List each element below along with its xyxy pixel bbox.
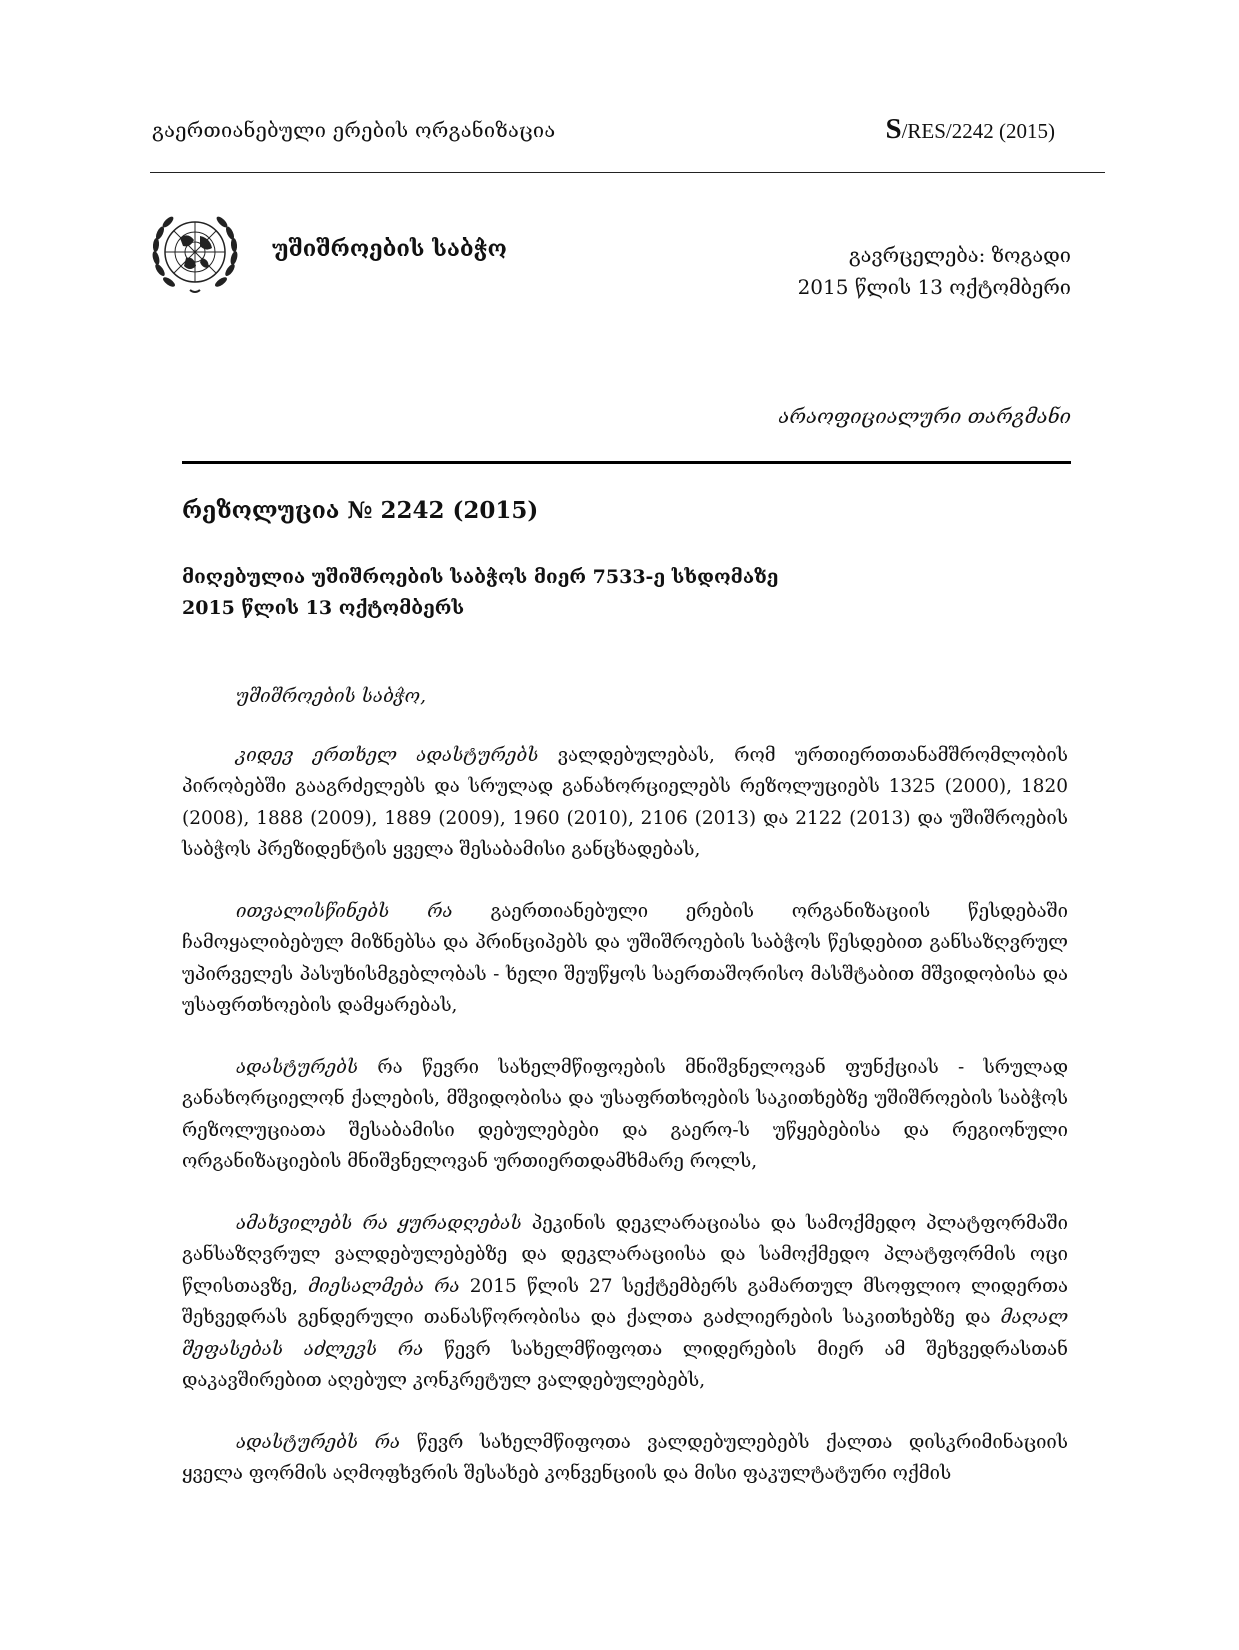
paragraph-text: 2015 წლის 27 სექტემბერს გამართულ მსოფლიო ლიდერთა შეხვედრას გენდერული თანასწორობისა და ქალთა გაძლიერების საკითხებზე და (182, 1275, 1068, 1328)
opening-clause-text: უშიშროების საბჭო, (236, 686, 426, 707)
adoption-line-2: 2015 წლის 13 ოქტომბერს (182, 597, 465, 619)
paragraph-italic-phrase: მიესალმება რა (308, 1275, 460, 1297)
paragraph-text: პეკინის დეკლარაციასა და სამოქმედო პლატფორმაში განსაზღვრულ ვალდებულებებზე და დეკლარაციისა და სამოქმედო პლატფორმის ოცი წლისთავზე, (182, 1212, 1068, 1297)
paragraph-text: ვალდებულებას, რომ ურთიერთთანამშრომლობის პირობებში გააგრძელებს და სრულად განახორციელებს რეზოლუციებს 1325 (2000), 1820 (2008), 1888 (2009), 1889 (2009), 1960 (2010), 2106 (2013) და 2122 (2013) და უშიშროების საბჭოს პრეზიდენტის ყველა შესაბამისი განცხადებას, (182, 744, 1068, 860)
un-emblem-icon (150, 208, 240, 298)
preamble-paragraph-1 (182, 740, 1068, 866)
paragraph-lead: ითვალისწინებს რა (236, 900, 453, 922)
paragraph-lead: ამახვილებს რა ყურადღებას (236, 1212, 522, 1234)
preamble-paragraph-3 (182, 1052, 1068, 1178)
document-date: 2015 წლის 13 ოქტომბერი (797, 275, 1071, 299)
preamble-paragraph-2 (182, 896, 1068, 1022)
paragraph-lead: ადასტურებს რა (236, 1431, 401, 1453)
adoption-line-1: მიღებულია უშიშროების საბჭოს მიერ 7533-ე სხდომაზე (182, 566, 779, 588)
adoption-info (182, 562, 778, 624)
document-symbol (885, 113, 1055, 146)
unofficial-translation-note: არაოფიციალური თარგმანი (778, 404, 1071, 428)
title-divider (182, 461, 1071, 464)
paragraph-italic-phrase: მაღალ შეფასებას აძლევს რა (182, 1307, 1068, 1360)
preamble-paragraph-5 (182, 1427, 1068, 1490)
security-council-title: უშიშროების საბჭო (272, 236, 507, 262)
paragraph-text: წევრ სახელმწიფოთა ვალდებულებებს ქალთა დისკრიმინაციის ყველა ფორმის აღმოფხვრის შესახებ კონვენციის და მისი ფაკულტატური ოქმის (182, 1431, 1069, 1484)
distribution-label: გავრცელება: ზოგადი (848, 243, 1071, 267)
opening-clause (182, 681, 1068, 713)
document-symbol-number: /RES/2242 (2015) (901, 119, 1055, 143)
resolution-title: რეზოლუცია № 2242 (2015) (182, 497, 539, 524)
paragraph-text: გაერთიანებული ერების ორგანიზაციის წესდებაში ჩამოყალიბებულ მიზნებსა და პრინციპებს და უშიშროების საბჭოს წესდებით განსაზღვრულ უპირველეს პასუხისმგებლობას - ხელი შეუწყოს საერთაშორისო მასშტაბით მშვიდობისა და უსაფრთხოების დამყარებას, (182, 900, 1068, 1016)
paragraph-text: წევრ სახელმწიფოთა ლიდერების მიერ ამ შეხვედრასთან დაკავშირებით აღებულ კონკრეტულ ვალდებულებებს, (182, 1338, 1068, 1391)
preamble-paragraph-4 (182, 1208, 1068, 1397)
paragraph-lead: კიდევ ერთხელ ადასტურებს (236, 744, 539, 766)
paragraph-lead: ადასტურებს (236, 1056, 359, 1078)
header-divider (150, 172, 1105, 173)
organization-name: გაერთიანებული ერების ორგანიზაცია (152, 118, 556, 142)
resolution-body (182, 681, 1068, 1520)
document-symbol-prefix: S (885, 113, 902, 145)
paragraph-text: რა წევრი სახელმწიფოების მნიშვნელოვან ფუნქციას - სრულად განახორციელონ ქალების, მშვიდობისა და უსაფრთხოების საკითხებზე უშიშროების საბჭოს რეზოლუციათა შესაბამისი დებულებები და გაერო-ს უწყებებისა და რეგიონული ორგანიზაციების მნიშვნელოვან ურთიერთდამხმარე როლს, (182, 1056, 1068, 1172)
